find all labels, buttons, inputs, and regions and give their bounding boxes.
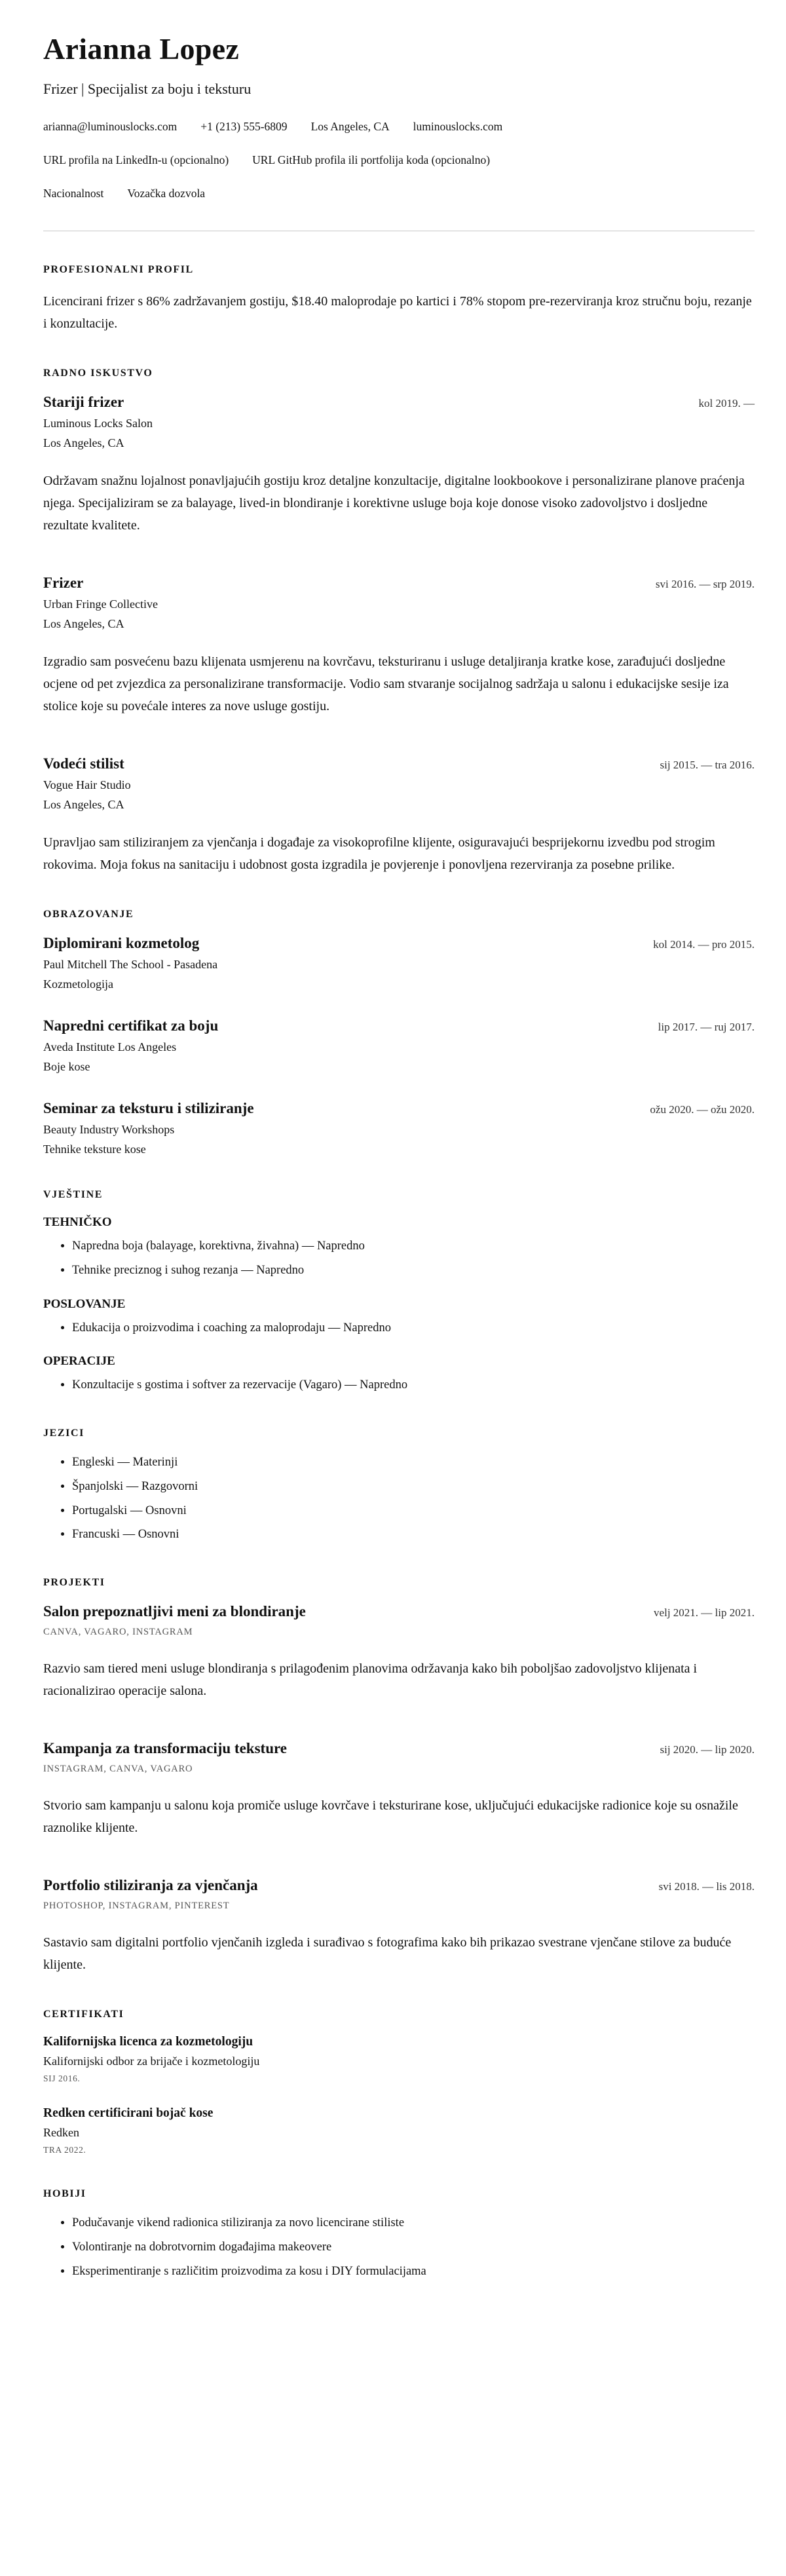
project-dates: sij 2020. — lip 2020.: [660, 1743, 755, 1756]
section-hobbies: [43, 2188, 755, 2281]
job-location: Los Angeles, CA: [43, 798, 124, 811]
skill-group-business: [43, 1297, 755, 1338]
section-heading-skills: VJEŠTINE: [43, 1189, 103, 1200]
contact-row-primary: [43, 120, 755, 134]
certificate-date: TRA 2022.: [43, 2145, 86, 2155]
project-entry-head: [43, 1740, 755, 1757]
skill-group-technical: [43, 1215, 755, 1280]
contact-driving-license: Vozačka dozvola: [127, 187, 206, 200]
certificate-entry: [43, 2106, 755, 2155]
section-heading-profile: PROFESIONALNI PROFIL: [43, 264, 194, 275]
project-title: Kampanja za transformaciju teksture: [43, 1740, 287, 1756]
contact-row-links: [43, 153, 755, 167]
education-entry-head: [43, 1017, 755, 1034]
skill-group-title: POSLOVANJE: [43, 1297, 126, 1311]
section-languages: [43, 1428, 755, 1544]
school-name: Paul Mitchell The School - Pasadena: [43, 958, 218, 971]
skill-item: • Tehnike preciznog i suhog rezanja — Napredno: [72, 1262, 755, 1280]
certificate-name: Redken certificirani bojač kose: [43, 2106, 214, 2120]
project-entry: [43, 1740, 755, 1839]
section-education: [43, 909, 755, 1156]
job-location: Los Angeles, CA: [43, 436, 124, 449]
contact-email: arianna@luminouslocks.com: [43, 120, 178, 133]
experience-entry: [43, 755, 755, 876]
section-heading-projects: PROJEKTI: [43, 1577, 105, 1588]
school-name: Aveda Institute Los Angeles: [43, 1040, 177, 1053]
experience-entry-head: [43, 755, 755, 772]
certificate-issuer: Redken: [43, 2126, 79, 2139]
section-certificates: [43, 2009, 755, 2155]
project-dates: velj 2021. — lip 2021.: [654, 1606, 755, 1619]
skill-item: • Edukacija o proizvodima i coaching za maloprodaju — Napredno: [72, 1319, 755, 1338]
contact-nationality: Nacionalnost: [43, 187, 104, 200]
project-description: Stvorio sam kampanju u salonu koja promiče usluge kovrčave i teksturirane kose, uključujući edukacijske radionice koje su osnažile raznolike klijente.: [43, 1798, 738, 1835]
language-item: • Francuski — Osnovni: [72, 1526, 755, 1544]
field-of-study: Tehnike teksture kose: [43, 1143, 146, 1156]
education-entry: [43, 1100, 755, 1156]
job-location: Los Angeles, CA: [43, 617, 124, 630]
contact-website: luminouslocks.com: [413, 120, 503, 133]
section-profile: [43, 264, 755, 335]
contact-location: Los Angeles, CA: [310, 120, 390, 133]
skill-list: [43, 1319, 755, 1338]
education-entry-head: [43, 1100, 755, 1117]
education-dates: ožu 2020. — ožu 2020.: [650, 1103, 755, 1116]
language-item: • Engleski — Materinji: [72, 1454, 755, 1472]
skill-group-title: OPERACIJE: [43, 1354, 115, 1369]
section-heading-hobbies: HOBIJI: [43, 2188, 86, 2199]
certificate-issuer: Kalifornijski odbor za brijače i kozmetologiju: [43, 2055, 260, 2068]
project-entry: [43, 1603, 755, 1702]
skill-item: • Konzultacije s gostima i softver za rezervacije (Vagaro) — Napredno: [72, 1376, 755, 1395]
contact-phone: +1 (213) 555-6809: [200, 120, 288, 133]
job-dates: sij 2015. — tra 2016.: [660, 759, 755, 771]
project-stack: PHOTOSHOP, INSTAGRAM, PINTEREST: [43, 1901, 230, 1911]
section-skills: [43, 1189, 755, 1395]
job-company: Urban Fringe Collective: [43, 597, 158, 611]
project-entry-head: [43, 1603, 755, 1620]
skill-list: [43, 1238, 755, 1280]
education-dates: kol 2014. — pro 2015.: [653, 938, 755, 951]
project-title: Portfolio stiliziranja za vjenčanja: [43, 1877, 258, 1893]
skill-group-operations: [43, 1354, 755, 1395]
section-heading-experience: RADNO ISKUSTVO: [43, 368, 153, 379]
contact-linkedin-placeholder: URL profila na LinkedIn-u (opcionalno): [43, 153, 229, 166]
job-dates: svi 2016. — srp 2019.: [655, 578, 755, 590]
section-experience: [43, 368, 755, 876]
field-of-study: Kozmetologija: [43, 977, 113, 991]
job-title: Frizer: [43, 575, 84, 591]
contact-row-extra: [43, 187, 755, 200]
job-description: Upravljao sam stiliziranjem za vjenčanja i događaje za visokoprofilne klijente, osiguravajući besprijekornu izvedbu pod strogim rokovima. Moja fokus na sanitaciju i udobnost gosta izgradila je povjerenje i ponovljena rezerviranja za posebne prilike.: [43, 835, 715, 872]
school-name: Beauty Industry Workshops: [43, 1123, 175, 1136]
certificate-name: Kalifornijska licenca za kozmetologiju: [43, 2035, 253, 2049]
job-company: Vogue Hair Studio: [43, 778, 131, 791]
resume-header: [43, 31, 755, 200]
education-entry: [43, 935, 755, 991]
profile-summary: Licencirani frizer s 86% zadržavanjem gostiju, $18.40 maloprodaje po kartici i 78% stopom pre-rezerviranja kroz stručnu boju, rezanje i konzultacije.: [43, 294, 752, 331]
job-dates: kol 2019. —: [698, 397, 755, 409]
candidate-name: Arianna Lopez: [43, 32, 240, 66]
project-description: Sastavio sam digitalni portfolio vjenčanih izgleda i surađivao s fotografima kako bih prikazao svestrane vjenčane stilove za buduće klijente.: [43, 1935, 732, 1972]
job-title: Vodeći stilist: [43, 755, 124, 772]
skill-item: • Napredna boja (balayage, korektivna, živahna) — Napredno: [72, 1238, 755, 1256]
skill-list: [43, 1376, 755, 1395]
degree-title: Seminar za teksturu i stiliziranje: [43, 1100, 254, 1116]
job-company: Luminous Locks Salon: [43, 417, 153, 430]
education-dates: lip 2017. — ruj 2017.: [658, 1021, 755, 1033]
hobby-item: • Eksperimentiranje s različitim proizvodima za kosu i DIY formulacijama: [72, 2263, 755, 2281]
language-list: [43, 1454, 755, 1544]
section-heading-languages: JEZICI: [43, 1428, 84, 1439]
project-stack: INSTAGRAM, CANVA, VAGARO: [43, 1764, 193, 1774]
certificate-date: SIJ 2016.: [43, 2074, 81, 2083]
job-description: Izgradio sam posvećenu bazu klijenata usmjerenu na kovrčavu, teksturiranu i usluge detaljiranja kratke kose, zarađujući dosljedne ocjene od pet zvjezdica za personalizirane transformacije. Vodio sam stvaranje socijalnog sadržaja u salonu i edukacijske sesije iza stolice koje su povećale interes za nove usluge gostiju.: [43, 654, 729, 713]
field-of-study: Boje kose: [43, 1060, 90, 1073]
project-title: Salon prepoznatljivi meni za blondiranje: [43, 1603, 306, 1619]
section-projects: [43, 1577, 755, 1976]
section-heading-certificates: CERTIFIKATI: [43, 2009, 124, 2020]
degree-title: Diplomirani kozmetolog: [43, 935, 200, 951]
project-dates: svi 2018. — lis 2018.: [658, 1880, 755, 1893]
experience-entry-head: [43, 575, 755, 592]
language-item: • Španjolski — Razgovorni: [72, 1478, 755, 1496]
hobby-item: • Podučavanje vikend radionica stiliziranja za novo licencirane stiliste: [72, 2214, 755, 2233]
project-entry-head: [43, 1877, 755, 1894]
contact-github-placeholder: URL GitHub profila ili portfolija koda (opcionalno): [252, 153, 491, 166]
language-item: • Portugalski — Osnovni: [72, 1502, 755, 1521]
experience-entry: [43, 394, 755, 537]
section-heading-education: OBRAZOVANJE: [43, 909, 134, 920]
hobby-item: • Volontiranje na dobrotvornim događajima makeovere: [72, 2239, 755, 2257]
candidate-title: Frizer | Specijalist za boju i teksturu: [43, 81, 252, 97]
degree-title: Napredni certifikat za boju: [43, 1017, 219, 1034]
experience-entry: [43, 575, 755, 717]
project-entry: [43, 1877, 755, 1976]
project-stack: CANVA, VAGARO, INSTAGRAM: [43, 1627, 193, 1637]
certificate-entry: [43, 2035, 755, 2084]
skill-group-title: TEHNIČKO: [43, 1215, 112, 1229]
hobby-list: [43, 2214, 755, 2281]
project-description: Razvio sam tiered meni usluge blondiranja s prilagođenim planovima održavanja kako bih poboljšao zadovoljstvo klijenata i racionalizirao operacije salona.: [43, 1661, 698, 1698]
job-title: Stariji frizer: [43, 394, 124, 410]
education-entry: [43, 1017, 755, 1074]
experience-entry-head: [43, 394, 755, 411]
education-entry-head: [43, 935, 755, 952]
job-description: Održavam snažnu lojalnost ponavljajućih gostiju kroz detaljne konzultacije, digitalne lookbookove i personalizirane planove praćenja njega. Specijaliziram se za balayage, lived-in blondiranje i korektivne usluge boja koje donose visoko zadovoljstvo i dosljedne rezultate kvalitete.: [43, 474, 745, 533]
